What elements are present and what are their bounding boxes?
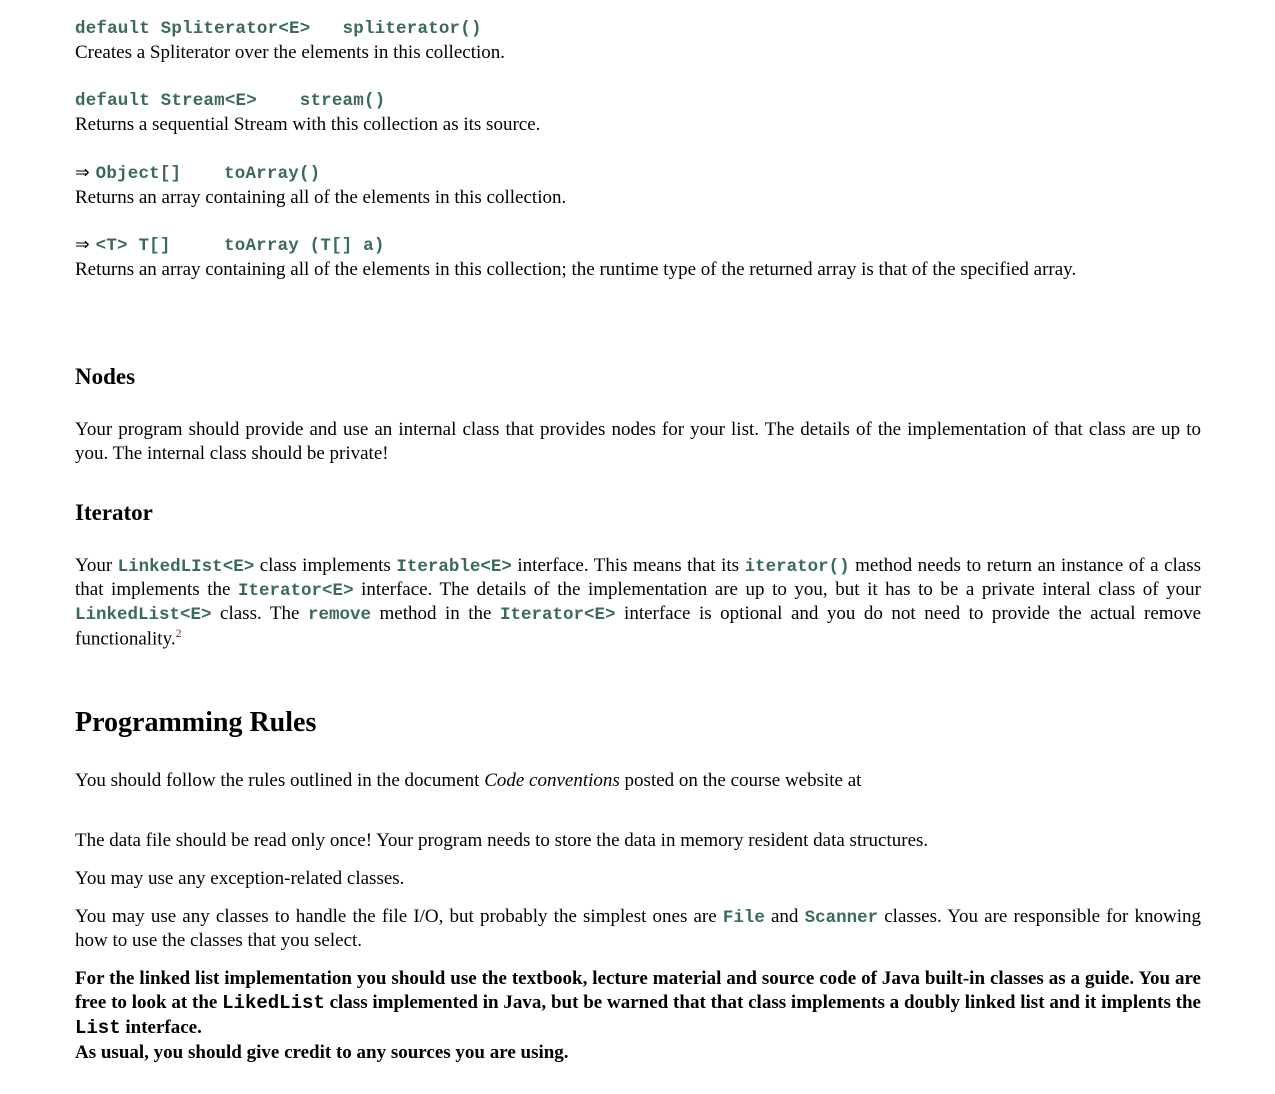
footnote-marker: 2	[175, 625, 182, 640]
code-list: List	[75, 1016, 121, 1039]
rule-credit-sources: As usual, you should give credit to any sources you are using.	[75, 1041, 569, 1063]
rule-file-io	[75, 905, 1201, 953]
iterator-text-2: class implements	[254, 554, 397, 576]
method-description: Returns a sequential Stream with this collection as its source.	[75, 114, 541, 136]
intro-italic-title: Code conventions	[484, 769, 620, 791]
method-entry	[75, 18, 1201, 64]
iterator-paragraph	[75, 554, 1201, 651]
method-description: Returns an array containing all of the elements in this collection; the runtime type of the returned array is that of the specified array.	[75, 259, 1077, 281]
code-linkedlist-e: LinkedLIst<E>	[117, 556, 255, 577]
programming-rules-intro	[75, 769, 1201, 793]
intro-text-1: You should follow the rules outlined in the document	[75, 769, 485, 791]
rule3-text-1: You may use any classes to handle the file I/O, but probably the simplest ones are	[75, 905, 723, 927]
rule3-text-2: and	[764, 905, 805, 927]
method-entry	[75, 235, 1201, 281]
code-remove: remove	[307, 604, 371, 625]
method-signature	[75, 163, 1201, 184]
iterator-text-1: Your	[75, 554, 118, 576]
course-website-link-placeholder[interactable]	[75, 793, 1201, 813]
nodes-paragraph: Your program should provide and use an internal class that provides nodes for your list. The details of the implementation of that class are up to you. The internal class should be private!	[75, 418, 1201, 464]
code-iterator-e-1: Iterator<E>	[238, 580, 354, 601]
method-arrow: ⇒	[75, 235, 96, 256]
emph-text-3: interface.	[120, 1016, 202, 1038]
method-arrow: ⇒	[75, 162, 96, 183]
method-description: Returns an array containing all of the elements in this collection.	[75, 186, 567, 208]
code-iterator-e-2: Iterator<E>	[500, 604, 616, 625]
code-linkedlist-e-2: LinkedList<E>	[75, 604, 212, 625]
heading-programming-rules: Programming Rules	[75, 706, 317, 738]
iterator-text-8: interface is optional and you do not need to provide the actual remove functionality.	[75, 602, 1201, 649]
iterator-text-3: interface. This means that its	[511, 554, 745, 576]
rule-data-file: The data file should be read only once! Your program needs to store the data in memory resident data structures.	[75, 829, 929, 851]
code-file: File	[722, 907, 765, 928]
heading-nodes: Nodes	[75, 363, 136, 389]
code-likedlist: LikedList	[222, 991, 325, 1014]
rule-linked-list-emphasis	[75, 967, 1201, 1041]
iterator-text-5: interface. The details of the implementation are up to you, but it has to be a private interal class of your	[353, 578, 1201, 600]
code-iterable-e: Iterable<E>	[396, 556, 512, 577]
method-entry	[75, 163, 1201, 209]
iterator-text-7: method in the	[370, 602, 500, 624]
iterator-text-4: method needs to return an instance of a class that implements the	[75, 554, 1202, 600]
rule3-text-3: classes. You are responsible for knowing how to use the classes that you select.	[75, 905, 1201, 951]
method-entry	[75, 90, 1201, 136]
method-signature-text: default Spliterator<E> spliterator()	[75, 19, 482, 39]
code-scanner: Scanner	[804, 907, 879, 928]
method-signature	[75, 18, 1201, 39]
emph-text-1: For the linked list implementation you should use the textbook, lecture material and source code of Java built-in classes as a guide. You are free to look at the	[75, 967, 1201, 1013]
document-page	[75, 0, 1201, 1064]
method-description: Creates a Spliterator over the elements in this collection.	[75, 42, 506, 63]
heading-iterator: Iterator	[75, 499, 153, 525]
iterator-text-6: class. The	[211, 602, 308, 624]
method-signature-text: default Stream<E> stream()	[75, 91, 386, 112]
emph-text-2: class implemented in Java, but be warned that that class implements a doubly linked list and it implents the	[324, 991, 1201, 1013]
code-iterator-method: iterator()	[744, 556, 850, 577]
method-signature	[75, 235, 1201, 256]
intro-text-2: posted on the course website at	[619, 769, 862, 791]
rule-exceptions: You may use any exception-related classes.	[75, 867, 405, 889]
method-signature	[75, 90, 1201, 111]
method-signature-text: <T> T[] toArray (T[] a)	[95, 236, 385, 257]
method-signature-text: Object[] toArray()	[95, 163, 321, 184]
